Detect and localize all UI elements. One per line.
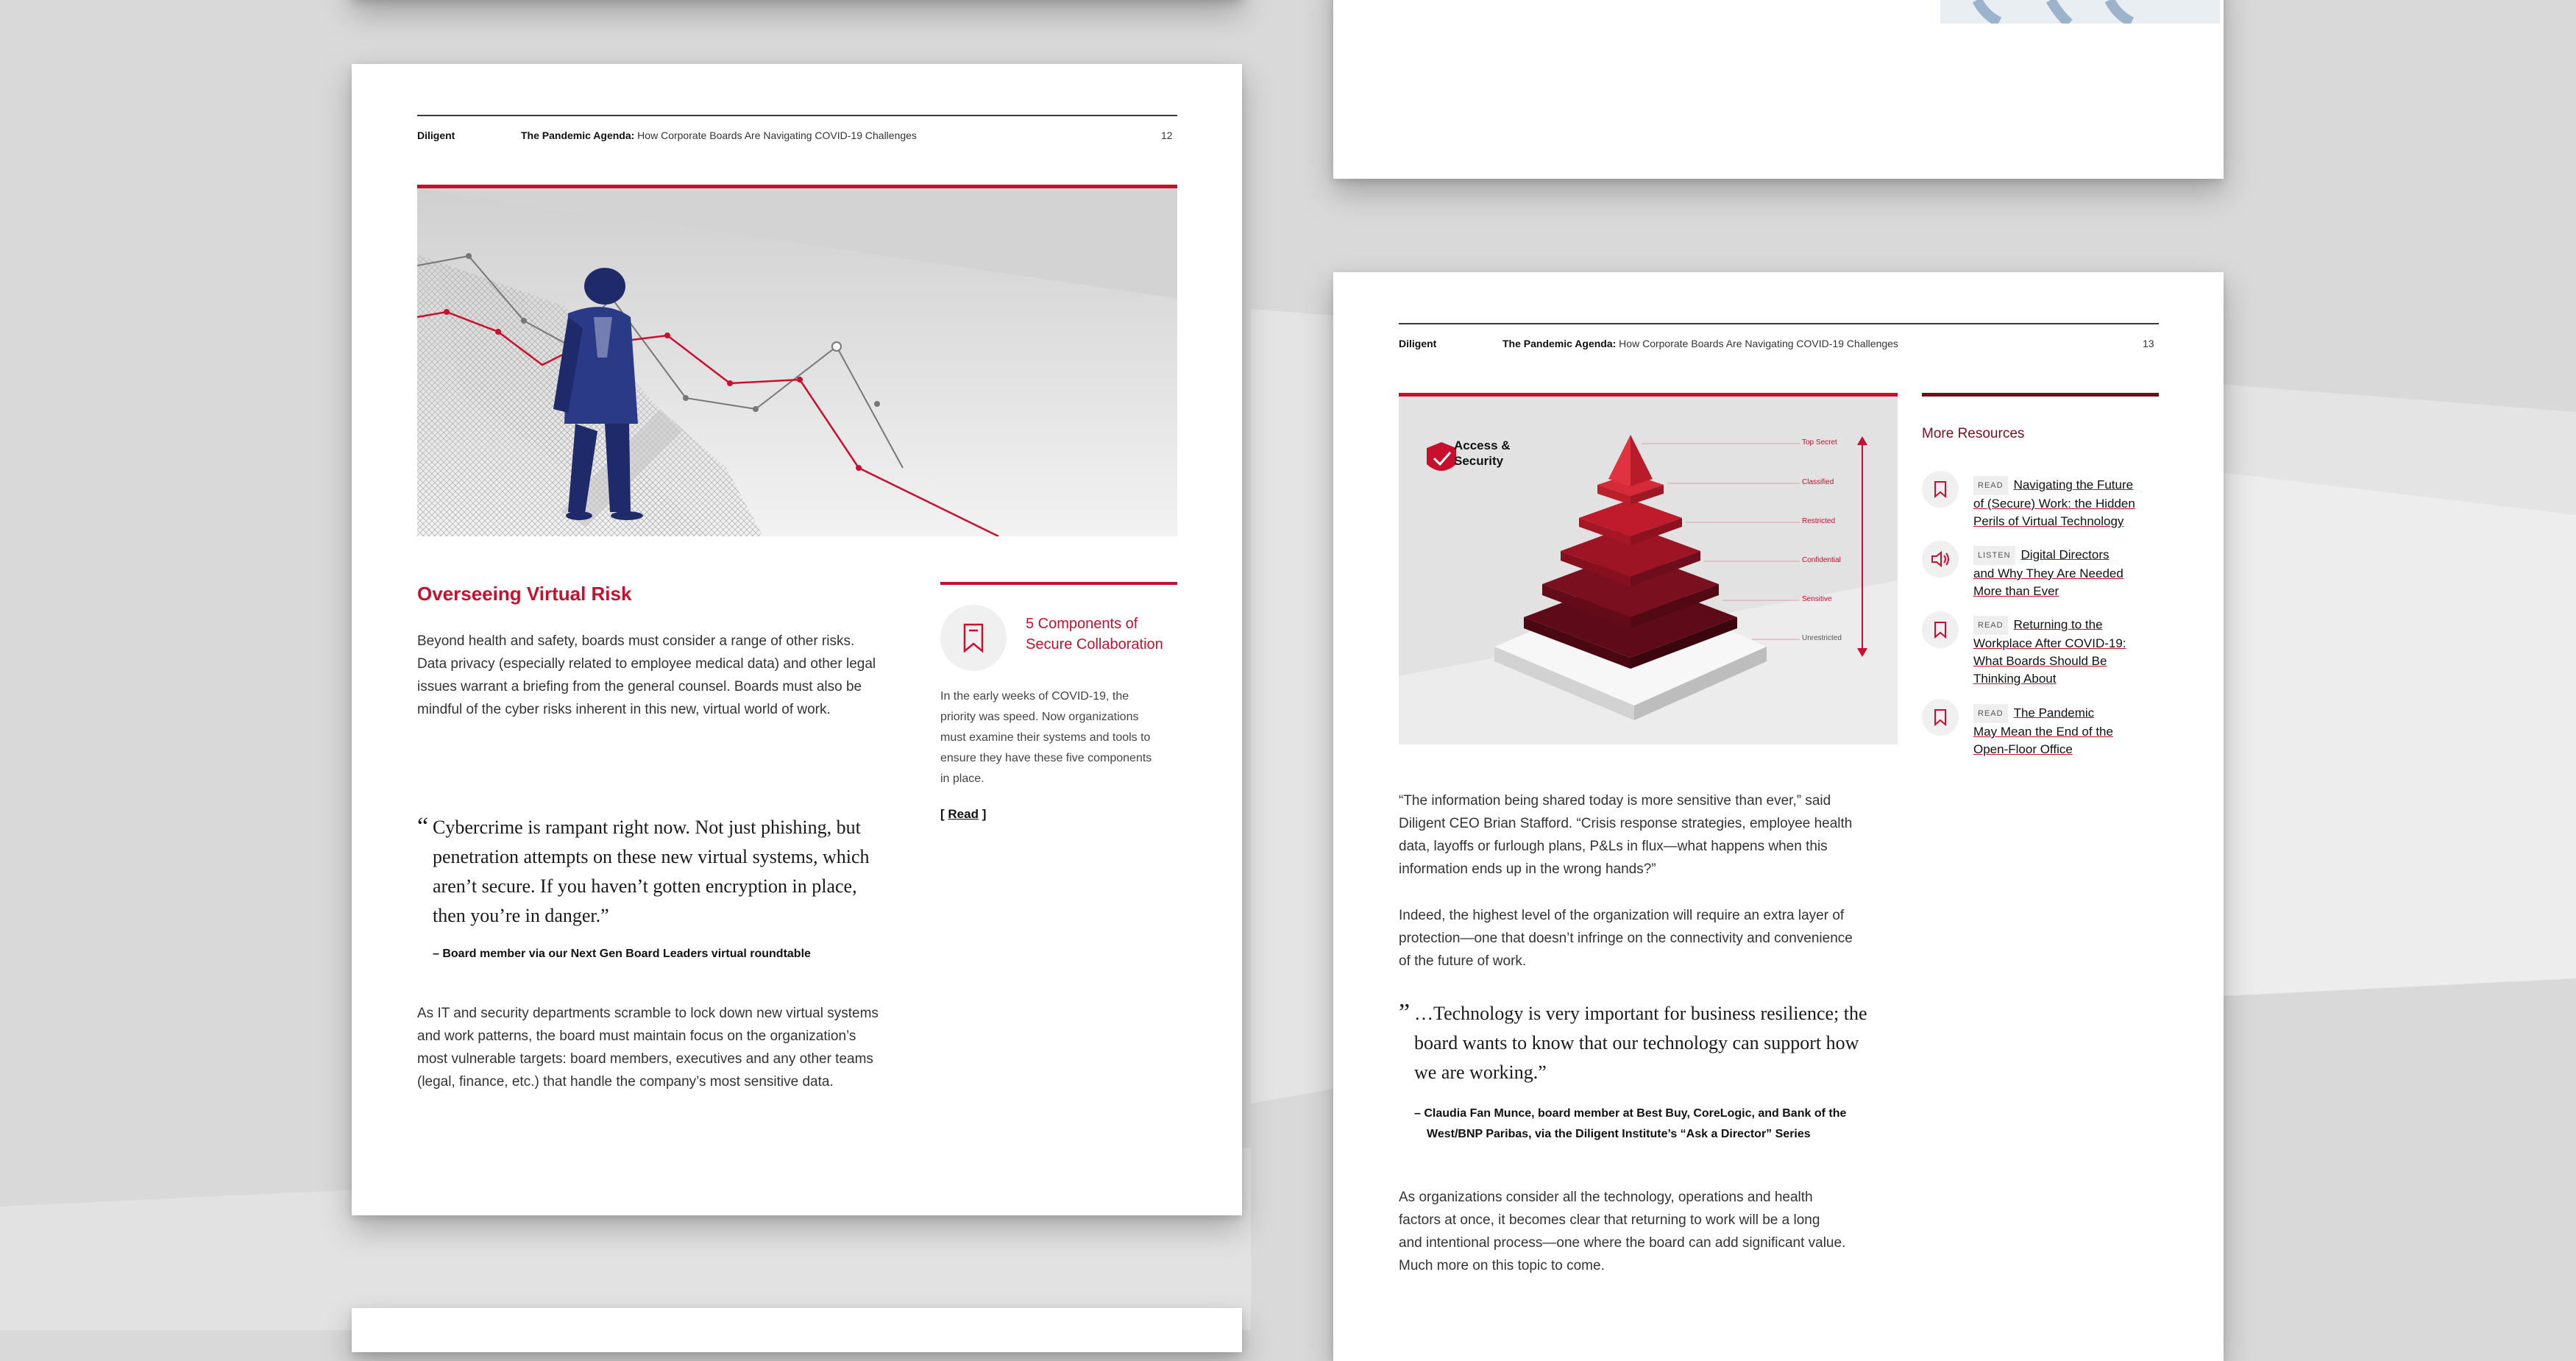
quote-line: Cybercrime is rampant right now. Not just phishing, but bbox=[433, 817, 861, 838]
resource-item-3[interactable] bbox=[1973, 616, 2150, 688]
resource-icon-circle bbox=[1922, 471, 1959, 508]
sidebar-text bbox=[940, 686, 1176, 789]
header-rule bbox=[1399, 323, 2159, 324]
page-number: 12 bbox=[1161, 129, 1173, 141]
paragraph-2 bbox=[417, 1002, 932, 1093]
resource-link[interactable]: and Why They Are Needed bbox=[1973, 566, 2123, 580]
text-line: factors at once, it becomes clear that returning to work will be a long bbox=[1399, 1212, 1820, 1228]
resource-link[interactable]: Digital Directors bbox=[2020, 547, 2110, 562]
page-12 bbox=[352, 64, 1242, 1215]
text-line: As IT and security departments scramble to lock down new virtual systems bbox=[417, 1006, 879, 1021]
resource-tag: READ bbox=[1973, 704, 2008, 723]
header-title-bold: The Pandemic Agenda: bbox=[521, 129, 635, 141]
text-line: issues warrant a briefing from the general counsel. Boards must also be bbox=[417, 679, 862, 694]
resource-link[interactable]: Returning to the bbox=[2013, 617, 2103, 632]
resource-link[interactable]: More than Ever bbox=[1973, 584, 2059, 598]
resource-icon-circle bbox=[1922, 541, 1959, 578]
text-line: of the future of work. bbox=[1399, 953, 1527, 969]
sidebar-read-link[interactable] bbox=[940, 807, 986, 822]
level-label-confidential: Confidential bbox=[1802, 556, 1841, 564]
text-line: and work patterns, the board must maintain focus on the organization’s bbox=[417, 1028, 856, 1044]
page-13 bbox=[1333, 272, 2224, 1361]
pull-quote bbox=[433, 813, 904, 931]
resource-tag: LISTEN bbox=[1973, 546, 2015, 565]
quote-line: board wants to know that our technology can support how bbox=[1414, 1032, 1859, 1053]
resource-icon-circle bbox=[1922, 611, 1959, 648]
quote-mark: ” bbox=[1399, 999, 1411, 1026]
paragraph-1 bbox=[417, 630, 932, 721]
sidebar-title-line: Secure Collaboration bbox=[1026, 636, 1163, 653]
page-top-right-partial bbox=[1333, 0, 2224, 179]
infographic-title-line: Security bbox=[1454, 454, 1504, 468]
resource-item-2[interactable] bbox=[1973, 546, 2150, 600]
hero-illustration bbox=[417, 188, 1177, 536]
text-line: Diligent CEO Brian Stafford. “Crisis response strategies, employee health bbox=[1399, 816, 1853, 831]
section-heading: Overseeing Virtual Risk bbox=[417, 583, 632, 605]
paragraph-1 bbox=[1399, 789, 1914, 881]
text-line: ensure they have these five components bbox=[940, 752, 1152, 764]
infographic-title-line: Access & bbox=[1454, 438, 1511, 452]
resource-link[interactable]: The Pandemic bbox=[2013, 706, 2095, 720]
header-title bbox=[1502, 338, 1898, 349]
bookmark-icon bbox=[1932, 620, 1948, 639]
page-number: 13 bbox=[2143, 338, 2154, 349]
text-line: in place. bbox=[940, 772, 984, 785]
text-line: Indeed, the highest level of the organization will require an extra layer of bbox=[1399, 908, 1845, 923]
pull-quote bbox=[1414, 999, 1900, 1087]
partial-image bbox=[1940, 0, 2220, 24]
resource-item-4[interactable] bbox=[1973, 704, 2150, 758]
sidebar-rule bbox=[940, 582, 1177, 585]
access-security-infographic bbox=[1399, 397, 1898, 745]
text-line: information ends up in the wrong hands?” bbox=[1399, 861, 1656, 877]
text-line: data, layoffs or furlough plans, P&Ls in flux—what happens when this bbox=[1399, 839, 1828, 854]
resource-item-1[interactable] bbox=[1973, 476, 2150, 530]
speaker-icon bbox=[1930, 550, 1951, 568]
header-brand: Diligent bbox=[417, 129, 455, 141]
paragraph-3 bbox=[1399, 1186, 1914, 1277]
read-link-label[interactable]: Read bbox=[948, 807, 979, 821]
level-label-classified: Classified bbox=[1802, 478, 1834, 486]
header-title bbox=[521, 129, 917, 141]
infographic-title bbox=[1454, 438, 1511, 469]
header-brand: Diligent bbox=[1399, 338, 1437, 349]
paragraph-2 bbox=[1399, 904, 1929, 973]
resource-link[interactable]: of (Secure) Work: the Hidden bbox=[1973, 497, 2135, 511]
quote-line: aren’t secure. If you haven’t gotten encryption in place, bbox=[433, 875, 857, 897]
quote-line: we are working.” bbox=[1414, 1062, 1547, 1083]
attribution-line: – Claudia Fan Munce, board member at Best Buy, CoreLogic, and Bank of the bbox=[1414, 1107, 1847, 1120]
shield-icon bbox=[1427, 442, 1456, 471]
resource-link[interactable]: Perils of Virtual Technology bbox=[1973, 514, 2124, 528]
text-line: mindful of the cyber risks inherent in this new, virtual world of work. bbox=[417, 702, 831, 717]
resource-tag: READ bbox=[1973, 616, 2008, 635]
resources-rule bbox=[1922, 393, 2159, 397]
resources-heading: More Resources bbox=[1922, 426, 2025, 441]
text-line: and intentional process—one where the board can add significant value. bbox=[1399, 1235, 1846, 1251]
level-label-unrestricted: Unrestricted bbox=[1802, 634, 1842, 642]
bracket-open: [ bbox=[940, 807, 948, 821]
header-title-rest: How Corporate Boards Are Navigating COVID-19 Challenges bbox=[1616, 338, 1898, 349]
quote-mark: “ bbox=[417, 813, 429, 840]
businessman-chart-illustration bbox=[417, 188, 1177, 536]
quote-attribution: – Board member via our Next Gen Board Leaders virtual roundtable bbox=[433, 948, 811, 960]
resource-link[interactable]: Workplace After COVID-19: bbox=[1973, 636, 2126, 650]
resource-icon-circle bbox=[1922, 699, 1959, 736]
text-line: priority was speed. Now organizations bbox=[940, 711, 1139, 723]
quote-line: penetration attempts on these new virtual systems, which bbox=[433, 846, 870, 867]
level-label-restricted: Restricted bbox=[1802, 517, 1836, 525]
quote-line: …Technology is very important for business resilience; the bbox=[1414, 1003, 1867, 1024]
resource-link[interactable]: Navigating the Future bbox=[2013, 477, 2134, 492]
text-line: (legal, finance, etc.) that handle the company’s most sensitive data. bbox=[417, 1074, 834, 1090]
attribution-line: West/BNP Paribas, via the Diligent Institute’s “Ask a Director” Series bbox=[1427, 1128, 1811, 1140]
text-line: In the early weeks of COVID-19, the bbox=[940, 690, 1129, 703]
quote-line: then you’re in danger.” bbox=[433, 905, 609, 926]
page-bottom-partial bbox=[352, 1308, 1242, 1352]
bookmark-icon bbox=[1932, 708, 1948, 727]
resource-link[interactable]: Open-Floor Office bbox=[1973, 742, 2073, 756]
header-title-rest: How Corporate Boards Are Navigating COVID-19 Challenges bbox=[634, 129, 917, 141]
resource-link[interactable]: Thinking About bbox=[1973, 672, 2057, 686]
bookmark-icon bbox=[959, 622, 988, 654]
sidebar-title-line: 5 Components of bbox=[1026, 616, 1138, 632]
text-line: Beyond health and safety, boards must consider a range of other risks. bbox=[417, 633, 855, 649]
text-line: protection—one that doesn’t infringe on the connectivity and convenience bbox=[1399, 931, 1853, 946]
resource-tag: READ bbox=[1973, 476, 2008, 495]
level-label-sensitive: Sensitive bbox=[1802, 595, 1832, 603]
bracket-close: ] bbox=[978, 807, 987, 821]
text-line: “The information being shared today is more sensitive than ever,” said bbox=[1399, 793, 1831, 809]
sidebar-icon-circle bbox=[940, 605, 1007, 671]
quote-attribution bbox=[1414, 1104, 1929, 1145]
text-line: Much more on this topic to come. bbox=[1399, 1258, 1605, 1273]
level-label-top-secret: Top Secret bbox=[1802, 438, 1837, 447]
header-title-bold: The Pandemic Agenda: bbox=[1502, 338, 1617, 349]
sidebar-title bbox=[1026, 614, 1163, 655]
text-line: most vulnerable targets: board members, executives and any other teams bbox=[417, 1051, 873, 1067]
resource-link[interactable]: May Mean the End of the bbox=[1973, 725, 2113, 739]
text-line: As organizations consider all the technology, operations and health bbox=[1399, 1190, 1813, 1205]
header-rule bbox=[417, 115, 1177, 116]
text-line: Data privacy (especially related to employee medical data) and other legal bbox=[417, 656, 876, 672]
resource-link[interactable]: What Boards Should Be bbox=[1973, 654, 2107, 668]
text-line: must examine their systems and tools to bbox=[940, 731, 1151, 744]
bookmark-icon bbox=[1932, 480, 1948, 499]
